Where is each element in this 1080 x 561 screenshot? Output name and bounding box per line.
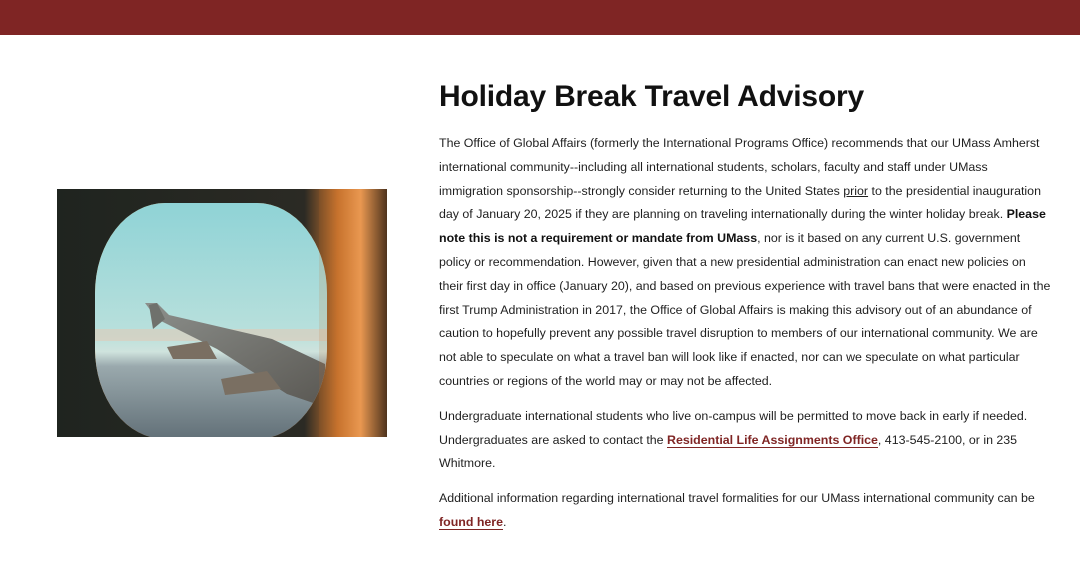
- paragraph-text: Undergraduate international students who live on-campus will be permitted to move back in early if needed. Undergraduates are asked to contact the: [439, 408, 1028, 447]
- additional-info-paragraph: [439, 487, 1051, 535]
- found-here-link[interactable]: found here: [439, 514, 504, 529]
- paragraph-text: The Office of Global Affairs (formerly the International Programs Office) recommends that our UMass Amherst international community--including all international students, scholars, faculty and staff under UMass immigration sponsorship--strongly consider returning to the United States: [439, 136, 1040, 198]
- undergraduate-paragraph: [439, 405, 1051, 476]
- emphasis-prior: prior: [843, 183, 869, 198]
- airplane-window-photo: [57, 189, 387, 437]
- bold-disclaimer: Please note this is not a requirement or mandate from UMass: [439, 207, 1046, 246]
- page-title: Holiday Break Travel Advisory: [439, 80, 864, 113]
- paragraph-text: Additional information regarding international travel formalities for our UMass international community can be: [439, 491, 1035, 506]
- advisory-article: [439, 78, 1051, 546]
- top-header-bar: [0, 0, 1080, 35]
- advisory-paragraph: [439, 132, 1051, 394]
- residential-life-link[interactable]: Residential Life Assignments Office: [667, 432, 878, 447]
- paragraph-text: .: [503, 514, 507, 529]
- paragraph-text: , 413-545-2100, or in 235 Whitmore.: [439, 432, 1018, 471]
- paragraph-text: to the presidential inauguration day of January 20, 2025 if they are planning on traveling internationally during the winter holiday break.: [439, 183, 1041, 222]
- paragraph-text: , nor is it based on any current U.S. government policy or recommendation. However, given that a new presidential administration can enact new policies on their first day in office (January 20), and based on previous experience with travel bans that were enacted in the first Trump Administration in 2017, the Office of Global Affairs is making this advisory out of an abundance of caution to hopefully prevent any possible travel disruption to members of our international community. We are not able to speculate on what a travel ban will look like if enacted, nor can we speculate on what particular countries or regions of the world may or may not be affected.: [439, 231, 1051, 388]
